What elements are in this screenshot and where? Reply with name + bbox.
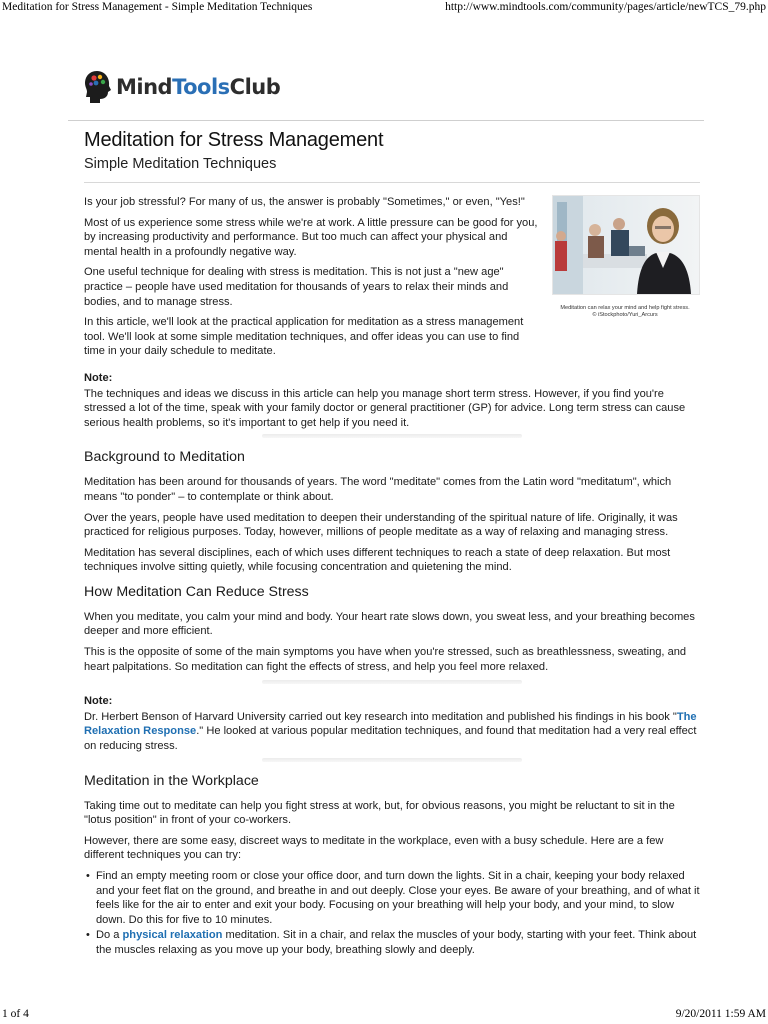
section-heading-how-meditation-reduces-stress: How Meditation Can Reduce Stress (84, 583, 309, 600)
relaxation-response-link[interactable]: The Relaxation Response (84, 710, 697, 738)
article-photo-box (550, 195, 700, 319)
title-divider (84, 182, 700, 183)
intro-paragraph: In this article, we'll look at the practical application for meditation as a stress management tool. We'll look at some simple meditation techniques, and offer ideas you can use to find time in your daily schedule to meditate. (84, 316, 524, 358)
intro-paragraph: One useful technique for dealing with stress is meditation. This is not just a "new age" practice – people have used meditation for thousands of years to relax their minds and bodies, and to manage stress. (84, 266, 509, 308)
section-heading-background: Background to Meditation (84, 449, 245, 466)
intro-paragraph: Is your job stressful? For many of us, the answer is probably "Sometimes," or even, "Yes!" (84, 196, 525, 208)
note-divider (262, 680, 522, 684)
head-silhouette-icon (84, 70, 112, 104)
note-divider (262, 434, 522, 438)
list-item: • Do a physical relaxation meditation. Sit in a chair, and relax the muscles of your body, starting with your feet. Think about the muscles relaxing as you move up your body, breathing slowly and deeply. (96, 928, 700, 957)
section-paragraph: When you meditate, you calm your mind and body. Your heart rate slows down, you sweat less, and your breathing becomes deeper and more efficient. (84, 610, 695, 638)
print-datetime: 9/20/2011 1:59 AM (675, 1008, 766, 1020)
note-box (84, 694, 700, 753)
section-paragraph: Meditation has several disciplines, each of which uses different techniques to reach a state of deep relaxation. But most techniques involve sitting quietly, while focusing concentration and quietening the mind. (84, 546, 671, 574)
list-item: • Find an empty meeting room or close your office door, and turn down the lights. Sit in a chair, keeping your body relaxed and your feet flat on the ground, and breathe in and out deeply. Close your eyes. Be aware of your breathing, and of what it feels like for the air to enter and exit your body. Focusing on your breathing will help your body, and your mind, to slow down. Do this for five to 10 minutes. (96, 869, 700, 927)
businesswoman-photo (552, 195, 700, 295)
intro-paragraph: Most of us experience some stress while we're at work. A little pressure can be good for you, by increasing productivity and performance. But too much can affect your physical and mental health in a profoundly negative way. (84, 216, 538, 258)
print-header-url: http://www.mindtools.com/community/pages/article/newTCS_79.php (445, 1, 766, 13)
header-divider (68, 120, 704, 121)
note-box (84, 371, 700, 430)
note-text: The techniques and ideas we discuss in this article can help you manage short term stress. However, if you find you're stressed a lot of the time, speak with your family doctor or general practitioner (GP) for advice. Long term stress can cause serious health problems, so it's important to get help if you need it. (84, 387, 686, 429)
section-paragraph: However, there are some easy, discreet ways to meditate in the workplace, even with a busy schedule. Here are a few different techniques you can try: (84, 834, 664, 862)
section-paragraph: Over the years, people have used meditation to deepen their understanding of the spiritual nature of life. Originally, it was practiced for religious purposes. Today, however, millions of people meditate as a way of relaxing and managing stress. (84, 511, 678, 539)
article-title: Meditation for Stress Management (84, 129, 384, 151)
note-label: Note: (84, 371, 113, 384)
print-header-title: Meditation for Stress Management - Simple Meditation Techniques (2, 1, 313, 13)
logo-wordmark: MindToolsClub (116, 75, 281, 99)
intro-text (84, 195, 540, 359)
photo-caption: Meditation can relax your mind and help fight stress. © iStockphoto/Yuri_Arcurs (560, 305, 690, 318)
section-heading-workplace: Meditation in the Workplace (84, 772, 259, 789)
section-paragraph: Meditation has been around for thousands of years. The word "meditate" comes from the Latin word "meditatum", which means "to ponder" – to contemplate or think about. (84, 476, 672, 503)
article (84, 126, 700, 959)
note-label: Note: (84, 695, 113, 708)
note-text: Dr. Herbert Benson of Harvard University carried out key research into meditation and published his findings in his book "The Relaxation Response." He looked at various popular meditation techniques, and found that meditation had a very real effect on reducing stress. (84, 710, 697, 753)
print-header (0, 0, 768, 16)
technique-list (84, 869, 700, 958)
print-footer (0, 1008, 768, 1024)
article-subtitle: Simple Meditation Techniques (84, 156, 277, 172)
physical-relaxation-link[interactable]: physical relaxation (122, 929, 223, 942)
section-paragraph: Taking time out to meditate can help you fight stress at work, but, for obvious reasons, you might be reluctant to sit in the "lotus position" in front of your co-workers. (84, 799, 675, 827)
note-divider (262, 758, 522, 762)
section-paragraph: This is the opposite of some of the main symptoms you have when you're stressed, such as breathlessness, sweating, and heart palpitations. So meditation can fight the effects of stress, and help you feel more relaxed. (84, 646, 687, 673)
mindtools-club-logo[interactable] (84, 70, 281, 104)
page-number: 1 of 4 (2, 1008, 29, 1020)
intro-block (84, 195, 700, 359)
